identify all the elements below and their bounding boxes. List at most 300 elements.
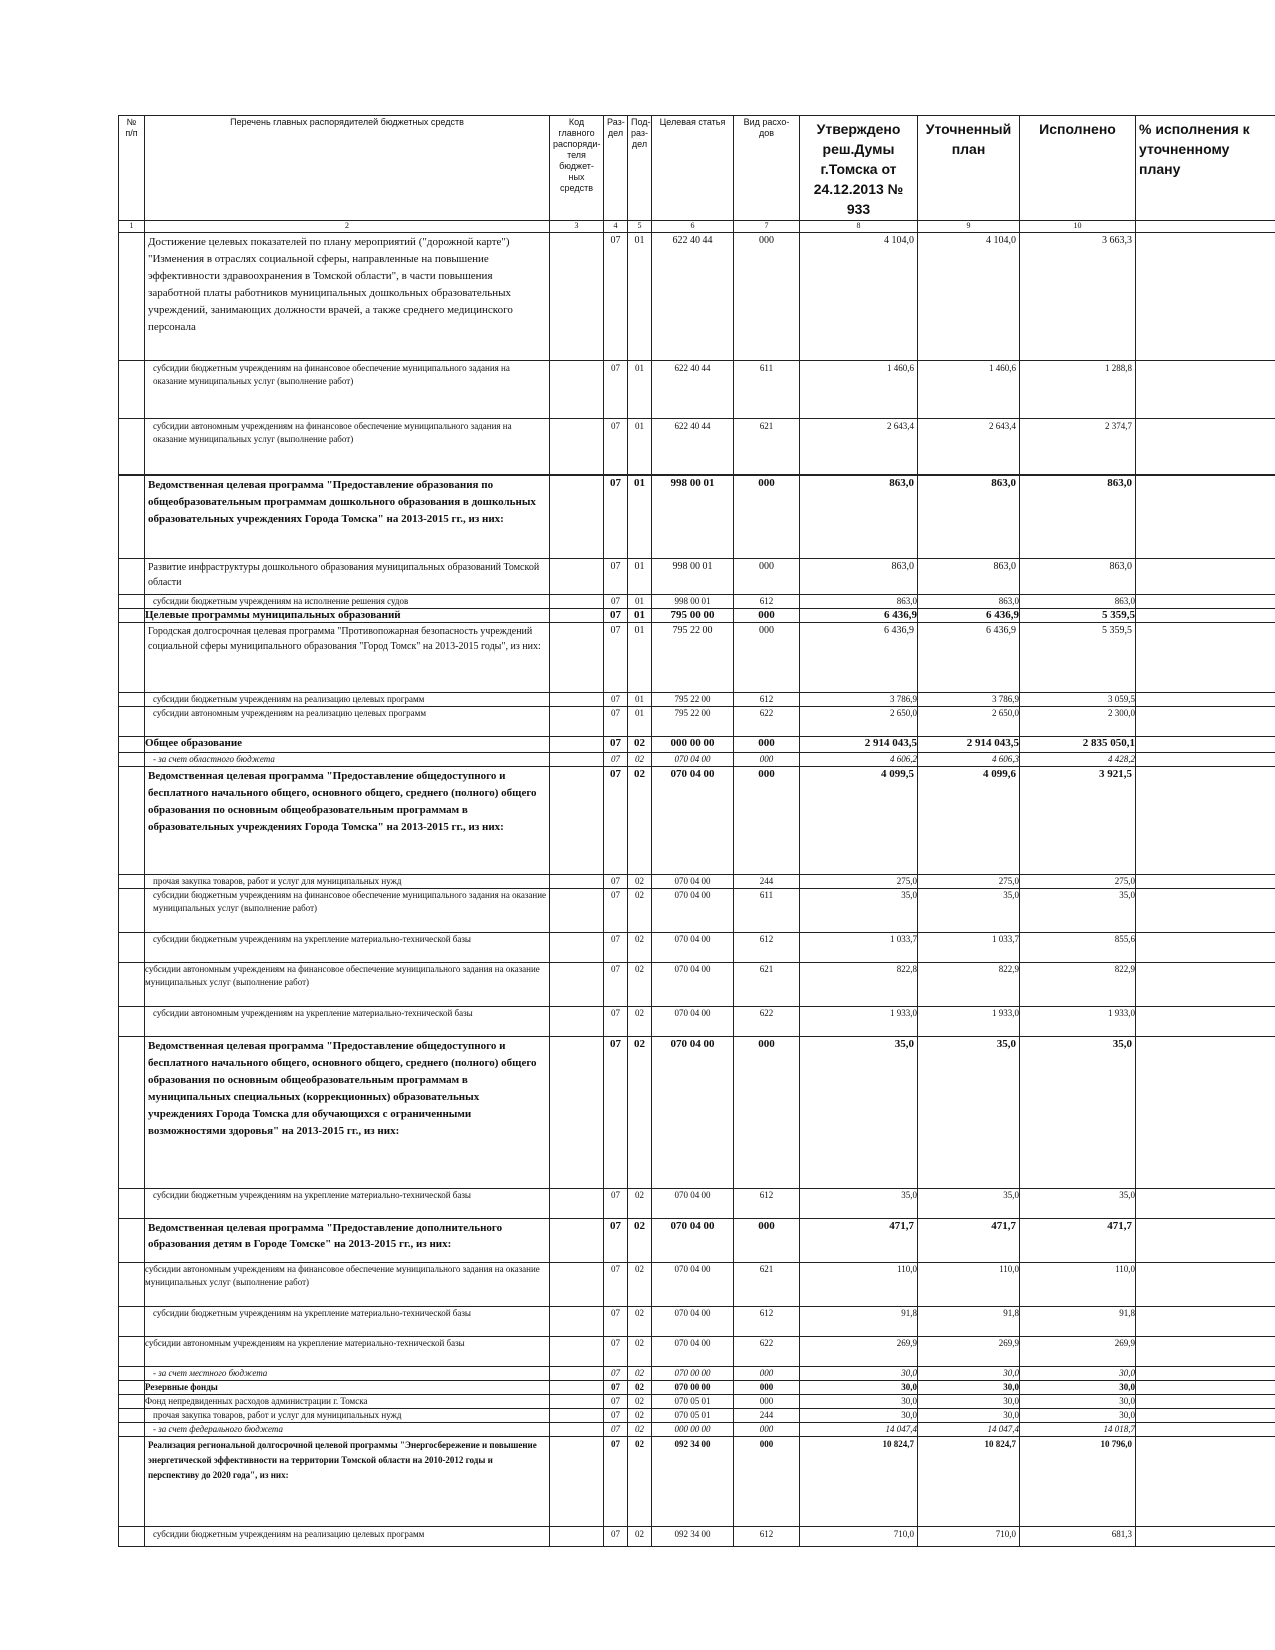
- row-code: [550, 595, 604, 609]
- row-article: 070 00 00: [652, 1367, 734, 1381]
- table-row: [119, 475, 1275, 559]
- row-vid: 000: [734, 1367, 800, 1381]
- row-razdel: 07: [604, 707, 628, 737]
- row-podrazdel: 01: [628, 559, 652, 595]
- row-plan: 2 914 043,5: [918, 737, 1020, 753]
- row-executed: 1 288,8: [1020, 361, 1136, 419]
- row-podrazdel: 02: [628, 767, 652, 875]
- row-plan: 91,8: [918, 1307, 1020, 1337]
- row-razdel: 07: [604, 559, 628, 595]
- table-row: [119, 1307, 1275, 1337]
- row-article: 998 00 01: [652, 475, 734, 559]
- table-row: [119, 933, 1275, 963]
- budget-table: [118, 115, 1275, 1547]
- row-percent: [1136, 707, 1275, 737]
- row-vid: 000: [734, 753, 800, 767]
- row-code: [550, 963, 604, 1007]
- row-podrazdel: 02: [628, 1037, 652, 1189]
- row-num: [119, 1263, 145, 1307]
- row-num: [119, 233, 145, 361]
- row-article: 998 00 01: [652, 559, 734, 595]
- row-article: 070 04 00: [652, 753, 734, 767]
- table-row: [119, 1337, 1275, 1367]
- row-plan: 4 606,3: [918, 753, 1020, 767]
- row-num: [119, 737, 145, 753]
- row-code: [550, 623, 604, 693]
- row-code: [550, 1007, 604, 1037]
- row-code: [550, 889, 604, 933]
- row-vid: 621: [734, 419, 800, 475]
- table-row: [119, 1395, 1275, 1409]
- row-podrazdel: 01: [628, 233, 652, 361]
- row-percent: [1136, 623, 1275, 693]
- row-name: Ведомственная целевая программа "Предоставление образования по общеобразовательным программам дошкольного образования в дошкольных образовательных учреждениях Города Томска" на 2013-2015 гг., из них:: [145, 475, 550, 559]
- col-number: 6: [652, 221, 734, 233]
- row-executed: 35,0: [1020, 1037, 1136, 1189]
- header-name: Перечень главных распорядителей бюджетных средств: [145, 116, 550, 221]
- row-razdel: 07: [604, 1263, 628, 1307]
- row-razdel: 07: [604, 753, 628, 767]
- row-num: [119, 595, 145, 609]
- col-number: 2: [145, 221, 550, 233]
- header-executed: Исполнено: [1020, 116, 1136, 221]
- row-vid: 622: [734, 707, 800, 737]
- row-percent: [1136, 1423, 1275, 1437]
- row-executed: 3 059,5: [1020, 693, 1136, 707]
- row-article: 070 04 00: [652, 1337, 734, 1367]
- row-razdel: 07: [604, 1007, 628, 1037]
- row-vid: 000: [734, 1423, 800, 1437]
- row-razdel: 07: [604, 1219, 628, 1263]
- row-percent: [1136, 1037, 1275, 1189]
- row-approved: 91,8: [800, 1307, 918, 1337]
- table-row: [119, 1007, 1275, 1037]
- row-code: [550, 233, 604, 361]
- row-name: Реализация региональной долгосрочной целевой программы "Энергосбережение и повышение энергетической эффективности на территории Томской области на 2010-2012 годы и перспективу до 2020 года", из них:: [145, 1437, 550, 1527]
- table-row: [119, 737, 1275, 753]
- row-razdel: 07: [604, 419, 628, 475]
- row-vid: 612: [734, 1189, 800, 1219]
- row-plan: 30,0: [918, 1381, 1020, 1395]
- row-plan: 6 436,9: [918, 623, 1020, 693]
- row-name: субсидии автономным учреждениям на финансовое обеспечение муниципального задания на оказание муниципальных услуг (выполнение работ): [145, 1263, 550, 1307]
- row-num: [119, 475, 145, 559]
- row-vid: 000: [734, 559, 800, 595]
- row-podrazdel: 02: [628, 1437, 652, 1527]
- row-vid: 000: [734, 1395, 800, 1409]
- header-plan: Уточненный план: [918, 116, 1020, 221]
- header-code: Код главного распоряди-теля бюджет-ных средств: [550, 116, 604, 221]
- row-code: [550, 475, 604, 559]
- row-article: 070 00 00: [652, 1381, 734, 1395]
- col-number: 1: [119, 221, 145, 233]
- header-approved: Утверждено реш.Думы г.Томска от 24.12.2013 № 933: [800, 116, 918, 221]
- row-num: [119, 753, 145, 767]
- row-article: 795 22 00: [652, 623, 734, 693]
- row-code: [550, 1395, 604, 1409]
- row-code: [550, 753, 604, 767]
- row-code: [550, 559, 604, 595]
- row-percent: [1136, 361, 1275, 419]
- row-plan: 30,0: [918, 1395, 1020, 1409]
- row-razdel: 07: [604, 475, 628, 559]
- row-plan: 471,7: [918, 1219, 1020, 1263]
- row-approved: 863,0: [800, 559, 918, 595]
- col-number: 10: [1020, 221, 1136, 233]
- row-code: [550, 1527, 604, 1547]
- row-executed: 35,0: [1020, 1189, 1136, 1219]
- row-razdel: 07: [604, 1337, 628, 1367]
- row-percent: [1136, 1337, 1275, 1367]
- row-approved: 4 606,2: [800, 753, 918, 767]
- row-vid: 612: [734, 933, 800, 963]
- row-num: [119, 933, 145, 963]
- row-podrazdel: 02: [628, 1381, 652, 1395]
- row-num: [119, 707, 145, 737]
- row-vid: 621: [734, 1263, 800, 1307]
- table-row: [119, 707, 1275, 737]
- row-percent: [1136, 933, 1275, 963]
- row-percent: [1136, 1527, 1275, 1547]
- header-podrazdel: Под-раз-дел: [628, 116, 652, 221]
- row-name: прочая закупка товаров, работ и услуг для муниципальных нужд: [145, 875, 550, 889]
- row-code: [550, 1423, 604, 1437]
- row-article: 070 04 00: [652, 963, 734, 1007]
- row-podrazdel: 02: [628, 1189, 652, 1219]
- row-approved: 269,9: [800, 1337, 918, 1367]
- row-approved: 863,0: [800, 595, 918, 609]
- row-executed: 5 359,5: [1020, 609, 1136, 623]
- row-executed: 4 428,2: [1020, 753, 1136, 767]
- table-row: [119, 623, 1275, 693]
- row-approved: 35,0: [800, 1037, 918, 1189]
- row-approved: 710,0: [800, 1527, 918, 1547]
- table-row: [119, 767, 1275, 875]
- row-percent: [1136, 1395, 1275, 1409]
- row-vid: 612: [734, 595, 800, 609]
- row-podrazdel: 02: [628, 875, 652, 889]
- row-approved: 35,0: [800, 889, 918, 933]
- row-article: 070 04 00: [652, 1007, 734, 1037]
- row-plan: 863,0: [918, 595, 1020, 609]
- row-podrazdel: 02: [628, 933, 652, 963]
- row-num: [119, 889, 145, 933]
- row-approved: 3 786,9: [800, 693, 918, 707]
- row-num: [119, 1423, 145, 1437]
- row-executed: 855,6: [1020, 933, 1136, 963]
- row-approved: 30,0: [800, 1367, 918, 1381]
- row-num: [119, 767, 145, 875]
- row-name: Общее образование: [145, 737, 550, 753]
- row-vid: 612: [734, 1307, 800, 1337]
- row-plan: 30,0: [918, 1409, 1020, 1423]
- row-num: [119, 1409, 145, 1423]
- row-plan: 30,0: [918, 1367, 1020, 1381]
- row-article: 622 40 44: [652, 233, 734, 361]
- row-num: [119, 1527, 145, 1547]
- row-approved: 30,0: [800, 1381, 918, 1395]
- table-row: [119, 1367, 1275, 1381]
- row-podrazdel: 01: [628, 623, 652, 693]
- row-razdel: 07: [604, 233, 628, 361]
- row-razdel: 07: [604, 1437, 628, 1527]
- row-podrazdel: 02: [628, 1367, 652, 1381]
- row-plan: 35,0: [918, 1037, 1020, 1189]
- row-razdel: 07: [604, 963, 628, 1007]
- row-num: [119, 1395, 145, 1409]
- row-approved: 4 099,5: [800, 767, 918, 875]
- row-plan: 1 460,6: [918, 361, 1020, 419]
- table-row: [119, 1037, 1275, 1189]
- row-name: субсидии бюджетным учреждениям на исполнение решения судов: [145, 595, 550, 609]
- col-number: 8: [800, 221, 918, 233]
- row-razdel: 07: [604, 737, 628, 753]
- row-percent: [1136, 1263, 1275, 1307]
- row-razdel: 07: [604, 889, 628, 933]
- row-approved: 1 033,7: [800, 933, 918, 963]
- row-podrazdel: 02: [628, 1527, 652, 1547]
- row-num: [119, 1367, 145, 1381]
- row-code: [550, 1367, 604, 1381]
- row-percent: [1136, 963, 1275, 1007]
- row-code: [550, 1381, 604, 1395]
- row-vid: 611: [734, 361, 800, 419]
- row-code: [550, 1337, 604, 1367]
- row-percent: [1136, 767, 1275, 875]
- row-code: [550, 1189, 604, 1219]
- row-name: Достижение целевых показателей по плану мероприятий ("дорожной карте") "Изменения в отраслях социальной сферы, направленные на повышение эффективности здравоохранения в Томской области", в части повышения заработной платы работников муниципальных дошкольных образовательных учреждений, занимающих должности врачей, а также среднего медицинского персонала: [145, 233, 550, 361]
- row-vid: 244: [734, 875, 800, 889]
- row-razdel: 07: [604, 767, 628, 875]
- header-row: [119, 116, 1275, 221]
- row-num: [119, 1189, 145, 1219]
- row-percent: [1136, 737, 1275, 753]
- table-row: [119, 1423, 1275, 1437]
- row-article: 795 00 00: [652, 609, 734, 623]
- row-approved: 6 436,9: [800, 623, 918, 693]
- row-name: субсидии бюджетным учреждениям на финансовое обеспечение муниципального задания на оказание муниципальных услуг (выполнение работ): [145, 889, 550, 933]
- row-num: [119, 963, 145, 1007]
- row-code: [550, 707, 604, 737]
- row-vid: 000: [734, 475, 800, 559]
- row-name: Резервные фонды: [145, 1381, 550, 1395]
- row-executed: 30,0: [1020, 1395, 1136, 1409]
- row-podrazdel: 02: [628, 1007, 652, 1037]
- row-num: [119, 559, 145, 595]
- row-plan: 110,0: [918, 1263, 1020, 1307]
- table-row: [119, 1527, 1275, 1547]
- row-name: - за счет областного бюджета: [145, 753, 550, 767]
- row-executed: 863,0: [1020, 475, 1136, 559]
- row-article: 070 04 00: [652, 1219, 734, 1263]
- row-percent: [1136, 1219, 1275, 1263]
- row-podrazdel: 02: [628, 1337, 652, 1367]
- row-plan: 275,0: [918, 875, 1020, 889]
- row-plan: 35,0: [918, 1189, 1020, 1219]
- row-podrazdel: 02: [628, 1409, 652, 1423]
- row-approved: 110,0: [800, 1263, 918, 1307]
- row-percent: [1136, 609, 1275, 623]
- row-percent: [1136, 1381, 1275, 1395]
- row-percent: [1136, 753, 1275, 767]
- row-percent: [1136, 419, 1275, 475]
- row-vid: 000: [734, 1037, 800, 1189]
- row-plan: 10 824,7: [918, 1437, 1020, 1527]
- row-razdel: 07: [604, 361, 628, 419]
- row-name: субсидии автономным учреждениям на финансовое обеспечение муниципального задания на оказание муниципальных услуг (выполнение работ): [145, 963, 550, 1007]
- row-article: 622 40 44: [652, 419, 734, 475]
- row-article: 000 00 00: [652, 1423, 734, 1437]
- table-row: [119, 889, 1275, 933]
- row-executed: 3 921,5: [1020, 767, 1136, 875]
- table-row: [119, 693, 1275, 707]
- row-approved: 30,0: [800, 1395, 918, 1409]
- row-article: 070 05 01: [652, 1409, 734, 1423]
- row-approved: 2 643,4: [800, 419, 918, 475]
- row-approved: 863,0: [800, 475, 918, 559]
- row-num: [119, 1007, 145, 1037]
- row-executed: 30,0: [1020, 1381, 1136, 1395]
- row-approved: 30,0: [800, 1409, 918, 1423]
- row-article: 070 04 00: [652, 889, 734, 933]
- table-row: [119, 1219, 1275, 1263]
- row-razdel: 07: [604, 1381, 628, 1395]
- row-executed: 863,0: [1020, 595, 1136, 609]
- row-percent: [1136, 1409, 1275, 1423]
- row-approved: 6 436,9: [800, 609, 918, 623]
- row-razdel: 07: [604, 875, 628, 889]
- row-name: - за счет федерального бюджета: [145, 1423, 550, 1437]
- column-number-row: [119, 221, 1275, 233]
- row-plan: 1 933,0: [918, 1007, 1020, 1037]
- row-executed: 863,0: [1020, 559, 1136, 595]
- row-code: [550, 933, 604, 963]
- row-approved: 822,8: [800, 963, 918, 1007]
- row-razdel: 07: [604, 623, 628, 693]
- row-vid: 622: [734, 1337, 800, 1367]
- row-razdel: 07: [604, 609, 628, 623]
- row-approved: 2 914 043,5: [800, 737, 918, 753]
- row-code: [550, 1409, 604, 1423]
- row-executed: 2 835 050,1: [1020, 737, 1136, 753]
- row-podrazdel: 02: [628, 889, 652, 933]
- table-row: [119, 559, 1275, 595]
- col-number: 7: [734, 221, 800, 233]
- row-executed: 471,7: [1020, 1219, 1136, 1263]
- table-row: [119, 1409, 1275, 1423]
- row-razdel: 07: [604, 1409, 628, 1423]
- row-name: прочая закупка товаров, работ и услуг для муниципальных нужд: [145, 1409, 550, 1423]
- row-plan: 863,0: [918, 475, 1020, 559]
- row-executed: 30,0: [1020, 1409, 1136, 1423]
- row-article: 070 04 00: [652, 767, 734, 875]
- row-article: 070 04 00: [652, 1263, 734, 1307]
- row-vid: 000: [734, 609, 800, 623]
- row-plan: 35,0: [918, 889, 1020, 933]
- row-podrazdel: 02: [628, 753, 652, 767]
- row-plan: 269,9: [918, 1337, 1020, 1367]
- table-row: [119, 419, 1275, 475]
- table-row: [119, 361, 1275, 419]
- col-number: 3: [550, 221, 604, 233]
- row-razdel: 07: [604, 595, 628, 609]
- row-article: 092 34 00: [652, 1437, 734, 1527]
- row-executed: 822,9: [1020, 963, 1136, 1007]
- row-num: [119, 623, 145, 693]
- row-percent: [1136, 1189, 1275, 1219]
- row-name: субсидии автономным учреждениям на финансовое обеспечение муниципального задания на оказание муниципальных услуг (выполнение работ): [145, 419, 550, 475]
- row-vid: 244: [734, 1409, 800, 1423]
- table-row: [119, 233, 1275, 361]
- row-vid: 000: [734, 1437, 800, 1527]
- table-row: [119, 1263, 1275, 1307]
- row-approved: 14 047,4: [800, 1423, 918, 1437]
- row-plan: 822,9: [918, 963, 1020, 1007]
- row-code: [550, 1219, 604, 1263]
- row-name: субсидии автономным учреждениям на укрепление материально-технической базы: [145, 1007, 550, 1037]
- row-code: [550, 1307, 604, 1337]
- row-percent: [1136, 595, 1275, 609]
- row-executed: 681,3: [1020, 1527, 1136, 1547]
- col-number: 5: [628, 221, 652, 233]
- row-code: [550, 737, 604, 753]
- row-executed: 14 018,7: [1020, 1423, 1136, 1437]
- row-vid: 612: [734, 693, 800, 707]
- row-name: Ведомственная целевая программа "Предоставление дополнительного образования детям в Городе Томске" на 2013-2015 гг., из них:: [145, 1219, 550, 1263]
- row-plan: 4 104,0: [918, 233, 1020, 361]
- row-razdel: 07: [604, 1307, 628, 1337]
- row-name: субсидии бюджетным учреждениям на укрепление материально-технической базы: [145, 1307, 550, 1337]
- table-row: [119, 963, 1275, 1007]
- row-percent: [1136, 875, 1275, 889]
- row-executed: 269,9: [1020, 1337, 1136, 1367]
- row-name: - за счет местного бюджета: [145, 1367, 550, 1381]
- row-code: [550, 419, 604, 475]
- row-plan: 1 033,7: [918, 933, 1020, 963]
- row-podrazdel: 02: [628, 963, 652, 1007]
- row-vid: 622: [734, 1007, 800, 1037]
- row-executed: 35,0: [1020, 889, 1136, 933]
- row-approved: 1 460,6: [800, 361, 918, 419]
- col-number: 4: [604, 221, 628, 233]
- row-article: 070 04 00: [652, 933, 734, 963]
- row-percent: [1136, 233, 1275, 361]
- row-executed: 1 933,0: [1020, 1007, 1136, 1037]
- row-razdel: 07: [604, 1527, 628, 1547]
- row-executed: 110,0: [1020, 1263, 1136, 1307]
- row-podrazdel: 01: [628, 609, 652, 623]
- row-razdel: 07: [604, 1037, 628, 1189]
- row-podrazdel: 01: [628, 693, 652, 707]
- row-vid: 621: [734, 963, 800, 1007]
- row-podrazdel: 02: [628, 1219, 652, 1263]
- row-num: [119, 609, 145, 623]
- row-podrazdel: 02: [628, 1395, 652, 1409]
- row-vid: 611: [734, 889, 800, 933]
- row-code: [550, 875, 604, 889]
- row-podrazdel: 02: [628, 737, 652, 753]
- row-percent: [1136, 693, 1275, 707]
- row-razdel: 07: [604, 1423, 628, 1437]
- table-row: [119, 1381, 1275, 1395]
- table-row: [119, 875, 1275, 889]
- row-executed: 2 300,0: [1020, 707, 1136, 737]
- row-vid: 612: [734, 1527, 800, 1547]
- header-num: № п/п: [119, 116, 145, 221]
- header-vid: Вид расхо-дов: [734, 116, 800, 221]
- row-approved: 4 104,0: [800, 233, 918, 361]
- row-podrazdel: 01: [628, 361, 652, 419]
